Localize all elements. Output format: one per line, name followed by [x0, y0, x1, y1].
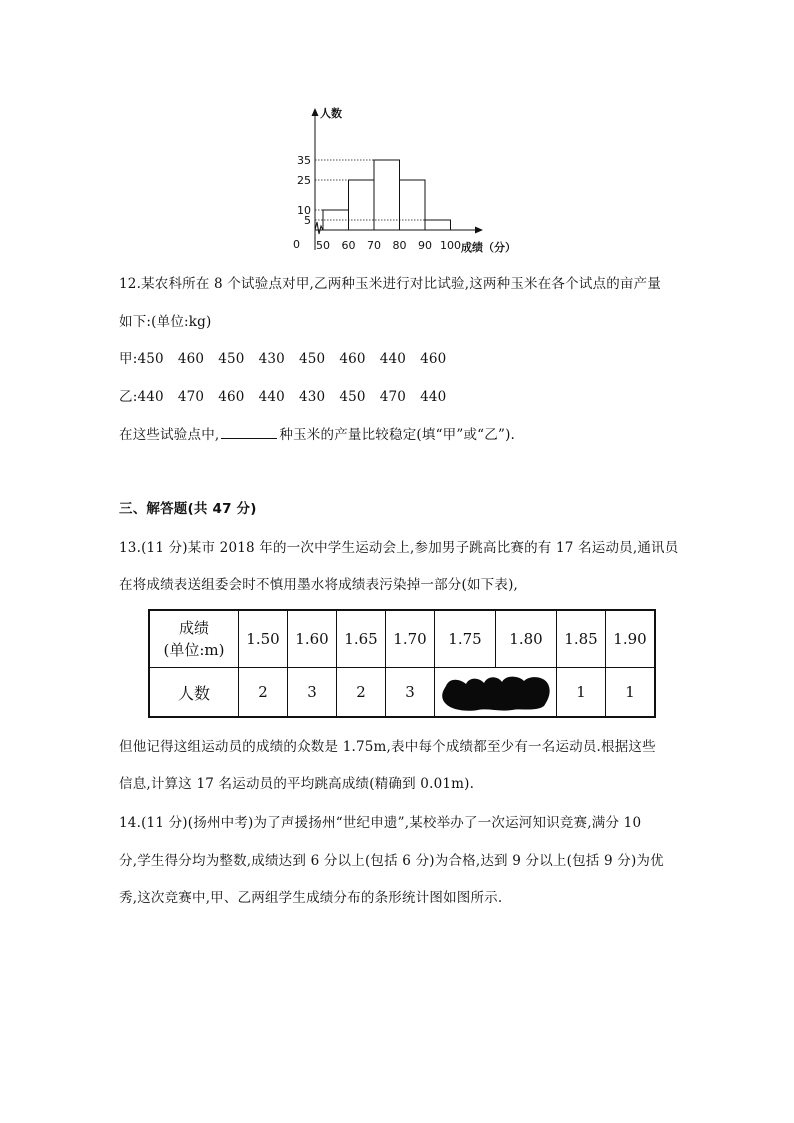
yield-value: 450: [218, 351, 245, 367]
yield-value: 440: [420, 389, 447, 405]
count-cell: 3: [288, 668, 337, 718]
q13-line4: 信息,计算这 17 名运动员的平均跳高成绩(精确到 0.01m).: [119, 776, 475, 792]
q12-jia-label: 甲:: [119, 351, 138, 367]
x-tick-label: 90: [418, 239, 432, 252]
x-tick-label: 50: [316, 239, 330, 252]
yield-value: 460: [339, 351, 366, 367]
q13-line3: 但他记得这组运动员的成绩的众数是 1.75m,表中每个成绩都至少有一名运动员.根据这些: [119, 739, 656, 755]
count-cell: 2: [337, 668, 386, 718]
yield-value: 460: [420, 351, 447, 367]
yield-value: 440: [258, 389, 285, 405]
yield-value: 440: [137, 389, 164, 405]
y-tick-label: 5: [304, 214, 311, 227]
section-title: 三、解答题(共 47 分): [119, 501, 257, 517]
yield-value: 470: [379, 389, 407, 405]
frequency-histogram: [280, 100, 520, 260]
header-label-1: 成绩: [178, 619, 209, 637]
table-row: [149, 668, 655, 718]
count-cell: 2: [239, 668, 288, 718]
score-cell: 1.70: [386, 610, 435, 668]
histogram-bar: [349, 180, 375, 230]
table-row: [149, 610, 655, 668]
q12-question-after: 种玉米的产量比较稳定(填“甲”或“乙”).: [279, 427, 516, 443]
yield-value: 460: [218, 389, 245, 405]
score-cell: 1.50: [239, 610, 288, 668]
x-axis-arrow: [475, 227, 483, 234]
q12-line1: 12.某农科所在 8 个试验点对甲,乙两种玉米进行对比试验,这两种玉米在各个试点的亩产量: [119, 276, 662, 292]
score-cell: 1.65: [337, 610, 386, 668]
header-label-2: (单位:m): [163, 641, 225, 659]
score-cell: 1.90: [606, 610, 656, 668]
yield-value: 470: [177, 389, 205, 405]
score-cell: 1.85: [557, 610, 606, 668]
score-cell: 1.60: [288, 610, 337, 668]
y-tick-label: 35: [297, 154, 311, 167]
q12-yi-label: 乙:: [119, 389, 138, 405]
y-tick-label: 10: [297, 204, 311, 217]
count-cell: 3: [386, 668, 435, 718]
q12-question: [119, 423, 515, 443]
q14-line3: 秀,这次竞赛中,甲、乙两组学生成绩分布的条形统计图如图所示.: [119, 890, 503, 906]
x-axis-label: 成绩（分）: [461, 241, 516, 254]
table-header-cell: [149, 610, 239, 668]
yield-value: 430: [298, 389, 326, 405]
x-tick-label: 100: [440, 239, 461, 252]
count-cell: 1: [606, 668, 656, 718]
count-cell: 1: [557, 668, 606, 718]
q13-line2: 在将成绩表送组委会时不慎用墨水将成绩表污染掉一部分(如下表),: [119, 577, 519, 593]
q12-yi-row: [119, 385, 460, 405]
q13-line1: 13.(11 分)某市 2018 年的一次中学生运动会上,参加男子跳高比赛的有 17 名运动员,通讯员: [119, 540, 679, 556]
y-axis-label: 人数: [320, 107, 342, 120]
score-cell: 1.80: [496, 610, 557, 668]
q12-jia-row: [119, 347, 460, 367]
row-label-cell: 人数: [149, 668, 239, 718]
histogram-bar: [323, 210, 349, 230]
x-tick-label: 70: [367, 239, 381, 252]
histogram-bar: [400, 180, 426, 230]
q14-line2: 分,学生得分均为整数,成绩达到 6 分以上(包括 6 分)为合格,达到 9 分以上(包括 9 分)为优: [119, 853, 664, 869]
y-axis-arrow: [312, 108, 319, 116]
origin-label: 0: [293, 238, 300, 251]
histogram-bar: [374, 160, 400, 230]
q12-question-before: 在这些试验点中,: [119, 427, 220, 443]
yield-value: 450: [137, 351, 164, 367]
yield-value: 440: [379, 351, 407, 367]
q14-line1: 14.(11 分)(扬州中考)为了声援扬州“世纪申遗”,某校举办了一次运河知识竞赛,满分 10: [119, 815, 642, 831]
yield-value: 450: [339, 389, 366, 405]
score-cell: 1.75: [435, 610, 496, 668]
yield-value: 430: [258, 351, 285, 367]
axis-break-icon: [315, 222, 323, 234]
histogram-bar: [425, 220, 451, 230]
yield-value: 450: [298, 351, 326, 367]
x-tick-label: 60: [341, 239, 356, 252]
scores-table: [148, 609, 656, 718]
answer-blank[interactable]: [221, 426, 277, 439]
yield-value: 460: [177, 351, 205, 367]
ink-blot-cell: [435, 668, 557, 718]
ink-blot: [440, 672, 552, 712]
y-tick-label: 25: [297, 174, 311, 187]
q12-line2: 如下:(单位:kg): [119, 314, 212, 330]
x-tick-label: 80: [392, 239, 407, 252]
